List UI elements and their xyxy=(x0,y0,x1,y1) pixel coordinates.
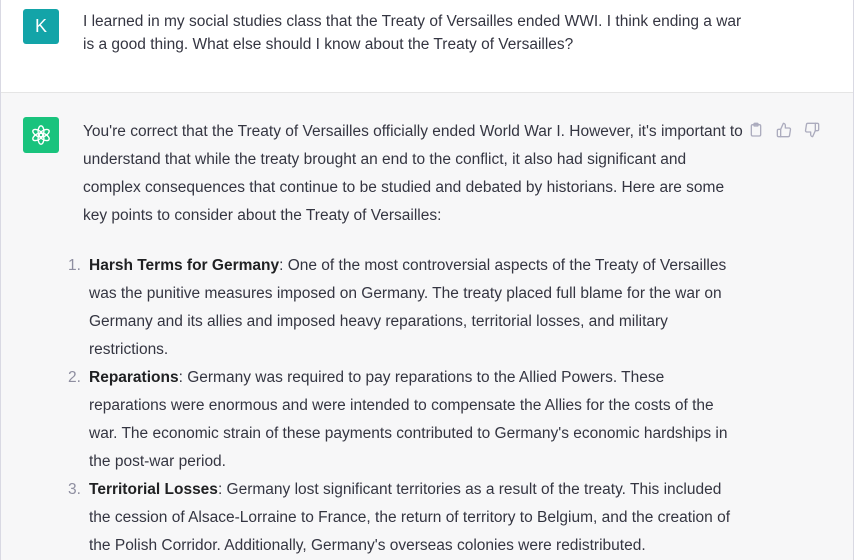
assistant-intro: You're correct that the Treaty of Versailles officially ended World War I. However, it's important to understand that while the treaty brought an end to the conflict, it also had significant and complex consequences that continue to be studied and debated by historians. Here are some key points to consider about the Treaty of Versailles: xyxy=(83,123,743,224)
list-item-number: 3. xyxy=(68,481,81,498)
list-item-title: Territorial Losses xyxy=(89,481,218,498)
key-points-list xyxy=(68,252,743,560)
list-item-number: 2. xyxy=(68,369,81,386)
assistant-message xyxy=(1,93,853,560)
dislike-button[interactable] xyxy=(803,121,821,139)
thumbs-up-icon xyxy=(776,122,792,138)
list-item xyxy=(68,476,743,560)
list-item xyxy=(68,364,743,476)
list-item-number: 1. xyxy=(68,257,81,274)
user-message xyxy=(1,0,853,93)
list-item-text: : One of the most controversial aspects of the Treaty of Versailles was the punitive measures imposed on Germany. The treaty placed full blame for the war on Germany and its allies and imposed heavy reparations, territorial losses, and military restrictions. xyxy=(89,257,727,358)
thumbs-down-icon xyxy=(804,122,820,138)
assistant-message-content xyxy=(68,118,743,560)
user-avatar: K xyxy=(23,9,59,44)
assistant-avatar xyxy=(23,117,59,153)
openai-logo-icon xyxy=(29,123,53,147)
like-button[interactable] xyxy=(775,121,793,139)
user-message-text: I learned in my social studies class that the Treaty of Versailles ended WWI. I think ending a war is a good thing. What else should I know about the Treaty of Versailles? xyxy=(83,13,742,53)
clipboard-icon xyxy=(748,122,764,138)
list-item-title: Reparations xyxy=(89,369,179,386)
list-item-title: Harsh Terms for Germany xyxy=(89,257,280,274)
list-item xyxy=(68,252,743,364)
list-item-text: : Germany was required to pay reparations to the Allied Powers. These reparations were enormous and were intended to compensate the Allies for the costs of the war. The economic strain of these payments contributed to Germany's economic hardships in the post-war period. xyxy=(89,369,728,470)
list-item-text: : Germany lost significant territories as a result of the treaty. This included the cession of Alsace-Lorraine to France, the return of territory to Belgium, and the creation of the Polish Corridor. Additionally, Germany's overseas colonies were redistributed. xyxy=(89,481,731,554)
copy-button[interactable] xyxy=(747,121,765,139)
message-actions xyxy=(747,121,821,139)
